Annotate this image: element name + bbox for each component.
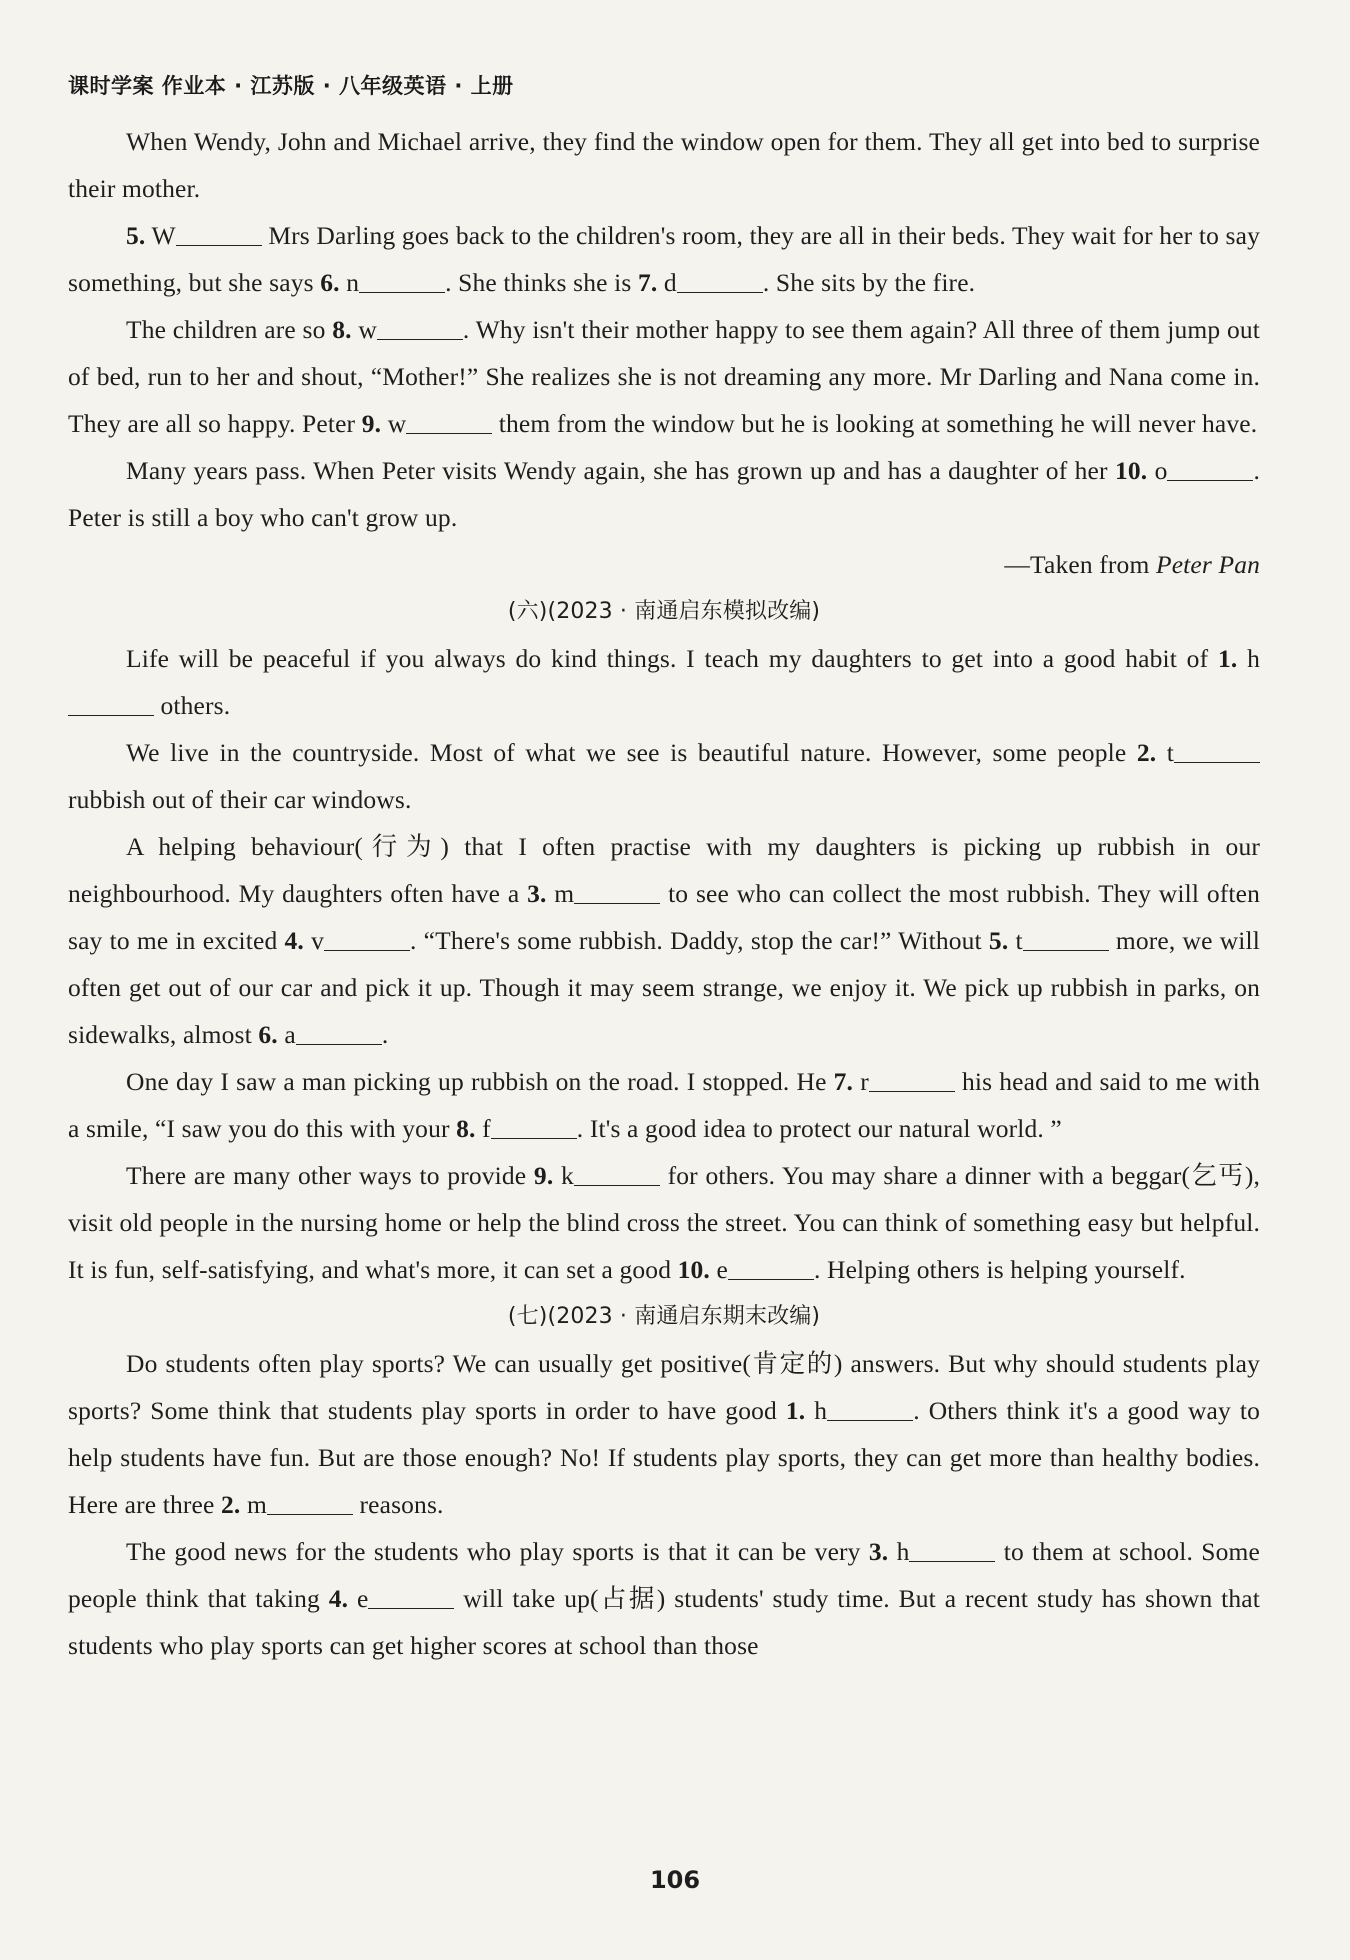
text: When Wendy, John and Michael arrive, they find the window open for them. They all get into bed to surprise their mother. <box>68 127 1260 203</box>
blank-initial: k <box>561 1161 574 1190</box>
question-number: 4. <box>284 926 304 955</box>
text: more, we will often get out of our car and pick it up. Though it may seem strange, we enjoy it. We pick up rubbish in parks, on sidewalks, almost <box>68 926 1260 1049</box>
source-prefix: —Taken from <box>1004 550 1156 579</box>
paragraph <box>68 823 1260 1058</box>
blank-initial: d <box>663 268 677 297</box>
answer-blank[interactable] <box>827 1396 913 1421</box>
text: reasons. <box>352 1490 444 1519</box>
text: . Others think it's a good way to help students have fun. But are those enough? No! If students play sports, they can get more than healthy bodies. Here are three <box>68 1396 1260 1519</box>
answer-blank[interactable] <box>296 1020 382 1045</box>
question-number: 7. <box>833 1067 854 1096</box>
blank-initial: m <box>246 1490 267 1519</box>
answer-blank[interactable] <box>909 1537 995 1562</box>
text: Many years pass. When Peter visits Wendy again, she has grown up and has a daughter of her <box>126 456 1115 485</box>
text: to them at school. Some people think that taking <box>68 1537 1260 1613</box>
text: his head and said to me with a smile, “I saw you do this with your <box>68 1067 1260 1143</box>
blank-initial: W <box>151 221 176 250</box>
blank-initial: w <box>387 409 407 438</box>
blank-initial: m <box>554 879 575 908</box>
question-number: 2. <box>1136 738 1157 767</box>
text: . She sits by the fire. <box>762 268 976 297</box>
question-number: 8. <box>456 1114 476 1143</box>
question-number: 1. <box>1217 644 1238 673</box>
paragraph <box>68 118 1260 212</box>
text: Life will be peaceful if you always do kind things. I teach my daughters to get into a good habit of <box>126 644 1218 673</box>
answer-blank[interactable] <box>368 1584 454 1609</box>
question-number: 1. <box>785 1396 806 1425</box>
text: them from the window but he is looking at something he will never have. <box>492 409 1258 438</box>
paragraph <box>68 1152 1260 1293</box>
question-number: 2. <box>221 1490 241 1519</box>
paragraph <box>68 1340 1260 1528</box>
text: The children are so <box>126 315 333 344</box>
answer-blank[interactable] <box>1174 738 1260 763</box>
section-title: (六)(2023 · 南通启东模拟改编) <box>507 599 821 624</box>
text: will take up(占据) students' study time. But a recent study has shown that students who play sports can get higher scores at school than those <box>68 1584 1260 1660</box>
text: A helping behaviour(行为) that I often practise with my daughters is picking up rubbish in our neighbourhood. My daughters often have a <box>68 832 1260 908</box>
question-number: 5. <box>988 926 1009 955</box>
answer-blank[interactable] <box>869 1067 955 1092</box>
text: Do students often play sports? We can usually get positive(肯定的) answers. But why should students play sports? Some think that students play sports in order to have good <box>68 1349 1260 1425</box>
blank-initial: e <box>716 1255 728 1284</box>
answer-blank[interactable] <box>176 221 262 246</box>
text: . “There's some rubbish. Daddy, stop the car!” Without <box>410 926 989 955</box>
text: . It's a good idea to protect our natural world. ” <box>576 1114 1062 1143</box>
question-number: 3. <box>527 879 547 908</box>
paragraph <box>68 212 1260 306</box>
text: to see who can collect the most rubbish. They will often say to me in excited <box>68 879 1260 955</box>
text: . Why isn't their mother happy to see them again? All three of them jump out of bed, run to her and shout, “Mother!” She realizes she is not dreaming any more. Mr Darling and Nana come in. They are all so happy. Peter <box>68 315 1260 438</box>
answer-blank[interactable] <box>377 315 463 340</box>
paragraph <box>68 1058 1260 1152</box>
source-title: Peter Pan <box>1155 550 1260 579</box>
answer-blank[interactable] <box>728 1255 814 1280</box>
paragraph <box>68 729 1260 823</box>
blank-initial: v <box>311 926 325 955</box>
blank-initial: a <box>284 1020 296 1049</box>
text: . Peter is still a boy who can't grow up. <box>68 456 1260 532</box>
blank-initial: w <box>358 315 377 344</box>
answer-blank[interactable] <box>324 926 410 951</box>
answer-blank[interactable] <box>1167 456 1253 481</box>
answer-blank[interactable] <box>1023 926 1109 951</box>
paragraph <box>68 635 1260 729</box>
question-number: 9. <box>533 1161 554 1190</box>
blank-initial: e <box>356 1584 369 1613</box>
text: There are many other ways to provide <box>126 1161 534 1190</box>
paragraph <box>68 447 1260 541</box>
blank-initial: r <box>860 1067 869 1096</box>
question-number: 6. <box>258 1020 278 1049</box>
question-number: 4. <box>328 1584 349 1613</box>
source-credit <box>68 541 1260 588</box>
text: . Helping others is helping yourself. <box>813 1255 1186 1284</box>
answer-blank[interactable] <box>574 879 660 904</box>
blank-initial: t <box>1166 738 1174 767</box>
text: The good news for the students who play sports is that it can be very <box>126 1537 869 1566</box>
page-content <box>68 118 1260 1669</box>
blank-initial: n <box>346 268 360 297</box>
blank-initial: o <box>1154 456 1168 485</box>
text: One day I saw a man picking up rubbish on the road. I stopped. He <box>126 1067 834 1096</box>
answer-blank[interactable] <box>359 268 445 293</box>
blank-initial: t <box>1015 926 1023 955</box>
question-number: 10. <box>1114 456 1148 485</box>
page-number: 106 <box>649 1866 701 1894</box>
text: others. <box>154 691 231 720</box>
question-number: 10. <box>677 1255 710 1284</box>
answer-blank[interactable] <box>677 268 763 293</box>
question-number: 9. <box>361 409 382 438</box>
answer-blank[interactable] <box>68 691 154 716</box>
blank-initial: h <box>1247 644 1260 673</box>
blank-initial: f <box>482 1114 491 1143</box>
blank-initial: h <box>814 1396 828 1425</box>
text: . She thinks she is <box>445 268 638 297</box>
answer-blank[interactable] <box>574 1161 660 1186</box>
paragraph <box>68 306 1260 447</box>
answer-blank[interactable] <box>491 1114 577 1139</box>
question-number: 8. <box>332 315 352 344</box>
running-head: 课时学案 作业本 · 江苏版 · 八年级英语 · 上册 <box>68 74 514 98</box>
paragraph <box>68 1528 1260 1669</box>
section-title: (七)(2023 · 南通启东期末改编) <box>507 1304 821 1329</box>
answer-blank[interactable] <box>406 409 492 434</box>
question-number: 3. <box>868 1537 889 1566</box>
blank-initial: h <box>896 1537 910 1566</box>
text: for others. You may share a dinner with a beggar(乞丐), visit old people in the nursing home or help the blind cross the street. You can think of something easy but helpful. It is fun, self-satisfying, and what's more, it can set a good <box>68 1161 1260 1284</box>
question-number: 5. <box>126 221 146 250</box>
answer-blank[interactable] <box>267 1490 353 1515</box>
text: . <box>381 1020 389 1049</box>
text: We live in the countryside. Most of what we see is beautiful nature. However, some people <box>126 738 1137 767</box>
text: rubbish out of their car windows. <box>68 785 412 814</box>
question-number: 6. <box>320 268 340 297</box>
question-number: 7. <box>637 268 658 297</box>
text: Mrs Darling goes back to the children's room, they are all in their beds. They wait for her to say something, but she says <box>68 221 1260 297</box>
